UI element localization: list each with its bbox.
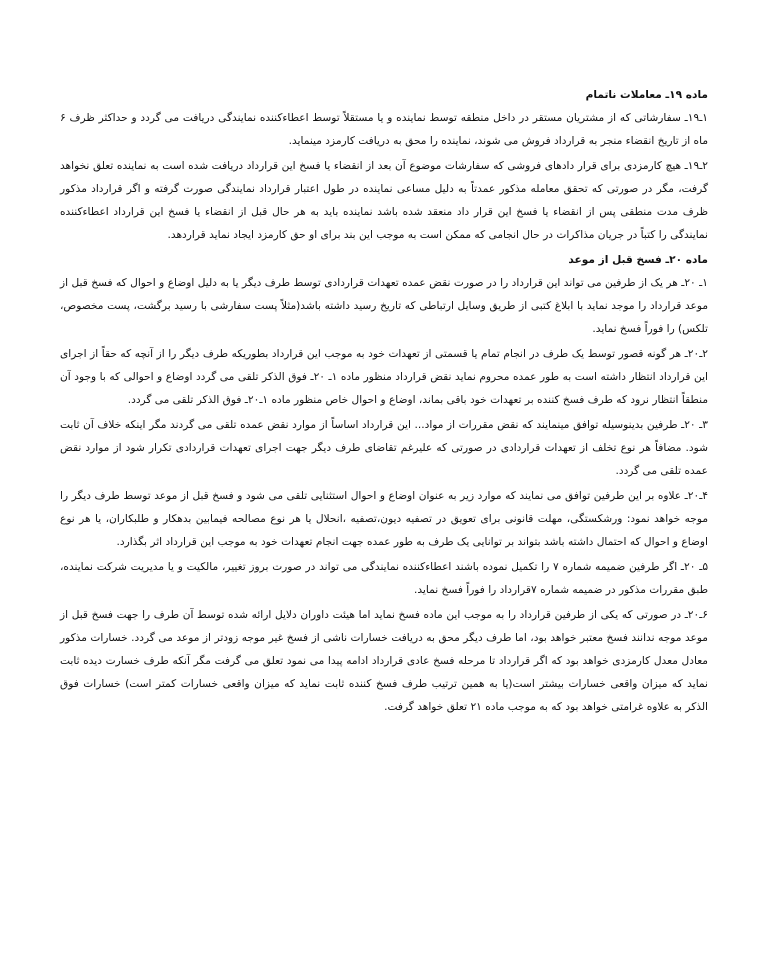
document-page — [60, 84, 708, 721]
paragraph-20-1: ۱ـ ۲۰ـ هر یک از طرفین می تواند این قرارداد را در صورت نقض عمده تعهدات قراردادی توسط طرف دیگر یا به دلیل اوضاع و احوال که فسخ قبل از موعد قرارداد را موجد نماید با ابلاغ کتبی از طریق وسایل ارتباطی که تاریخ رسید داشته باشد(مثلاً پست سفارشی با رسید برگشت، پست مخصوص، تلکس) را فوراً فسخ نماید. — [60, 277, 708, 335]
article-19-heading: ماده ۱۹ـ معاملات ناتمام — [585, 89, 708, 101]
paragraph-19-2: ۲ـ۱۹ـ هیچ کارمزدی برای قرار دادهای فروشی که سفارشات موضوع آن بعد از انقضاء یا فسخ این قرارداد دریافت شده است به نماینده تعلق نخواهد گرفت، مگر در صورتی که تحقق معامله مذکور عمدتاً به دلیل مساعی نماینده در طول اعتبار قرارداد نمایندگی صورت گرفته و اگر قرارداد مذکور ظرف مدت منطقی پس از انقضاء یا فسخ این قرار داد منعقد شده باشد نماینده باید به هر حال قبل از انقضاء یا فسخ این قرارداد اعطاءکننده نمایندگی را کتباً در جریان مذاکرات در حال انجامی که ممکن است به موجب این بند برای او حق کارمزد ایجاد نماید قراردهد. — [60, 160, 708, 241]
paragraph-20-4: ۴ـ۲۰ـ علاوه بر این طرفین توافق می نمایند که موارد زیر به عنوان اوضاع و احوال استثنایی تلقی می شود و فسخ قبل از موعد توسط طرف دیگر را موجه خواهد نمود: ورشکستگی، مهلت قانونی برای تعویق در تصفیه دیون،تصفیه ،انحلال یا هر نوع مصالحه فیمابین بدهکار و طلبکاران، یا هر نوع اوضاع و احوال که احتمال داشته باشد بتواند بر توانایی یک طرف به طور عمده جهت انجام تعهدات خود به موجب این قرارداد اثر بگذارد. — [60, 490, 708, 548]
paragraph-20-6: ۶ـ۲۰ـ در صورتی که یکی از طرفین قرارداد را به موجب این ماده فسخ نماید اما هیئت داوران دلایل ارائه شده توسط آن طرف را جهت فسخ قبل از موعد موجه ندانند فسخ معتبر خواهد بود، اما طرف دیگر محق به دریافت خسارات ناشی از فسخ غیر موجه زودتر از موعد می گردد. خسارات مذکور معادل معدل کارمزدی خواهد بود که اگر قرارداد تا مرحله فسخ عادی قرارداد ادامه پیدا می نمود تعلق می گرفت مگر آنکه طرف خسارت دیده ثابت نماید که میزان واقعی خسارات بیشتر است(یا به همین ترتیب طرف فسخ کننده ثابت نماید که میزان واقعی خسارات کمتر است) خسارات فوق الذکر به علاوه غرامتی خواهد بود که به موجب ماده ۲۱ تعلق خواهد گرفت. — [60, 609, 708, 713]
paragraph-20-5: ۵ـ ۲۰ـ اگر طرفین ضمیمه شماره ۷ را تکمیل نموده باشند اعطاءکننده نمایندگی می تواند در صورت بروز تغییر، مالکیت و یا مدیریت شرکت نماینده، طبق مقررات مذکور در ضمیمه شماره ۷قرارداد را فوراً فسخ نماید. — [60, 561, 709, 596]
paragraph-20-2: ۲ـ۲۰ـ هر گونه قصور توسط یک طرف در انجام تمام یا قسمتی از تعهدات خود به موجب این قرارداد بطوریکه طرف دیگر را از آنچه که حقاً از اجرای این قرارداد انتظار داشته است به طور عمده محروم نماید نقض قرارداد منظور ماده ۱ـ ۲۰ـ فوق الذکر تلقی می گردد اوضاع و احوالی که با وجود آن منطقاً انتظار نرود که طرف فسخ کننده بر تعهدات خود باقی بماند، اوضاع و احوال خاص منظور ماده ۱ـ۲۰ـ فوق الذکر تلقی می گردد. — [60, 348, 708, 406]
article-20-heading: ماده ۲۰ـ فسخ قبل از موعد — [568, 254, 708, 266]
paragraph-19-1: ۱ـ۱۹ـ سفارشاتی که از مشتریان مستقر در داخل منطقه توسط نماینده و یا مستقلاً توسط اعطاءکننده نمایندگی دریافت می گردد و حداکثر ظرف ۶ ماه از تاریخ انقضاء منجر به قرارداد فروش می شوند، نماینده را محق به دریافت کارمزد مینماید. — [60, 112, 708, 147]
paragraph-20-3: ۳ـ ۲۰ـ طرفین بدینوسیله توافق مینمایند که نقض مقررات از مواد... این قرارداد اساساً از موارد نقض عمده تلقی می گردند مگر اینکه خلاف آن ثابت شود. مضافاً هر نوع تخلف از تعهدات قراردادی در صورتی که علیرغم تقاضای طرف دیگر جهت اجرای تعهدات قراردادی تکرار شود از موارد نقض عمده تلقی می گردد. — [60, 419, 708, 477]
